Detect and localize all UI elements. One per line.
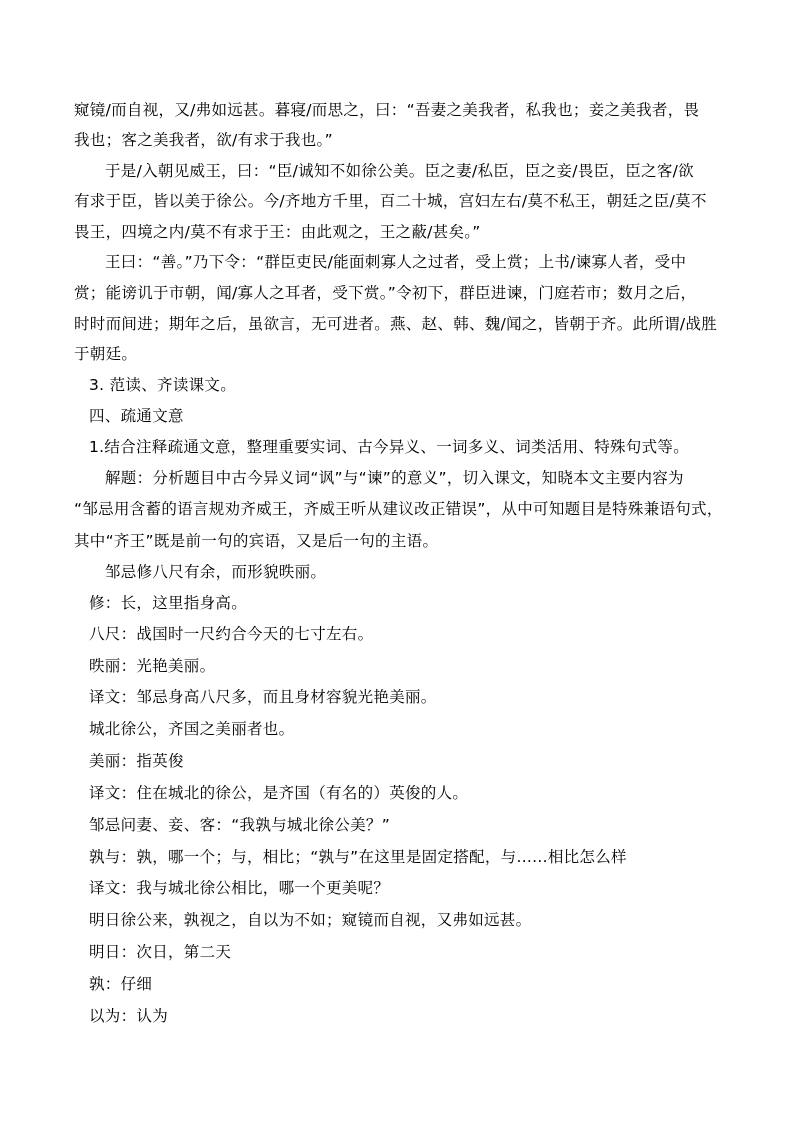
text-line: 邹忌问妻、妾、客：“我孰与城北徐公美？” bbox=[89, 816, 391, 834]
text-line: 孰：仔细 bbox=[89, 975, 153, 993]
section-heading: 3. 范读、齐读课文。 bbox=[89, 376, 237, 394]
text-line: 1.结合注释疏通文意，整理重要实词、古今异义、一词多义、词类活用、特殊句式等。 bbox=[89, 438, 689, 456]
text-line: 解题：分析题目中古今异义词“讽”与“谏”的意义”，切入课文，知晓本文主要内容为 bbox=[105, 469, 684, 487]
text-line: 美丽：指英俊 bbox=[89, 752, 184, 770]
text-line: 于是/入朝见威王，曰：“臣/诚知不如徐公美。臣之妻/私臣，臣之妾/畏臣，臣之客/欲 bbox=[105, 162, 694, 180]
text-line: 明日：次日，第二天 bbox=[89, 943, 232, 961]
text-line: 王曰：“善。”乃下令：“群臣吏民/能面刺寡人之过者，受上赏；上书/谏寡人者，受中 bbox=[105, 253, 687, 271]
text-line: 修：长，这里指身高。 bbox=[89, 594, 248, 612]
text-line: 于朝廷。 bbox=[74, 345, 138, 363]
text-line: 明日徐公来，孰视之，自以为不如；窥镜而自视，又弗如远甚。 bbox=[89, 911, 532, 929]
text-line: 其中“齐王”既是前一句的宾语，又是后一句的主语。 bbox=[74, 532, 439, 550]
text-line: 孰与：孰，哪一个；与，相比；“孰与”在这里是固定搭配，与......相比怎么样 bbox=[89, 848, 627, 866]
text-line: 以为：认为 bbox=[89, 1007, 169, 1025]
text-line: 译文：邹忌身高八尺多，而且身材容貌光艳美丽。 bbox=[89, 688, 437, 706]
text-line: 八尺：战国时一尺约合今天的七寸左右。 bbox=[89, 625, 374, 643]
text-line: 邹忌修八尺有余，而形貌昳丽。 bbox=[105, 563, 327, 581]
text-line: 我也；客之美我者，欲/有求于我也。” bbox=[74, 131, 333, 149]
text-line: 有求于臣，皆以美于徐公。今/齐地方千里，百二十城，宫妇左右/莫不私王，朝廷之臣/莫不 bbox=[74, 192, 707, 210]
text-line: 译文：住在城北的徐公，是齐国（有名的）英俊的人。 bbox=[89, 784, 469, 802]
text-line: 译文：我与城北徐公相比，哪一个更美呢？ bbox=[89, 879, 390, 897]
text-line: 城北徐公，齐国之美丽者也。 bbox=[89, 720, 295, 738]
text-line: 窥镜/而自视，又/弗如远甚。暮寝/而思之，曰：“吾妻之美我者，私我也；妾之美我者，畏 bbox=[74, 101, 700, 119]
section-heading: 四、疏通文意 bbox=[89, 407, 184, 425]
text-line: 时时而间进；期年之后，虽欲言，无可进者。燕、赵、韩、魏/闻之，皆朝于齐。此所谓/战胜 bbox=[74, 315, 718, 333]
text-line: “邹忌用含蓄的语言规劝齐威王，齐威王听从建议改正错误”，从中可知题目是特殊兼语句式， bbox=[74, 500, 723, 518]
text-line: 畏王，四境之内/莫不有求于王：由此观之，王之蔽/甚矣。” bbox=[74, 223, 481, 241]
text-line: 昳丽：光艳美丽。 bbox=[89, 657, 216, 675]
text-line: 赏；能谤讥于市朝，闻/寡人之耳者，受下赏。”令初下，群臣进谏，门庭若市；数月之后， bbox=[74, 284, 697, 302]
